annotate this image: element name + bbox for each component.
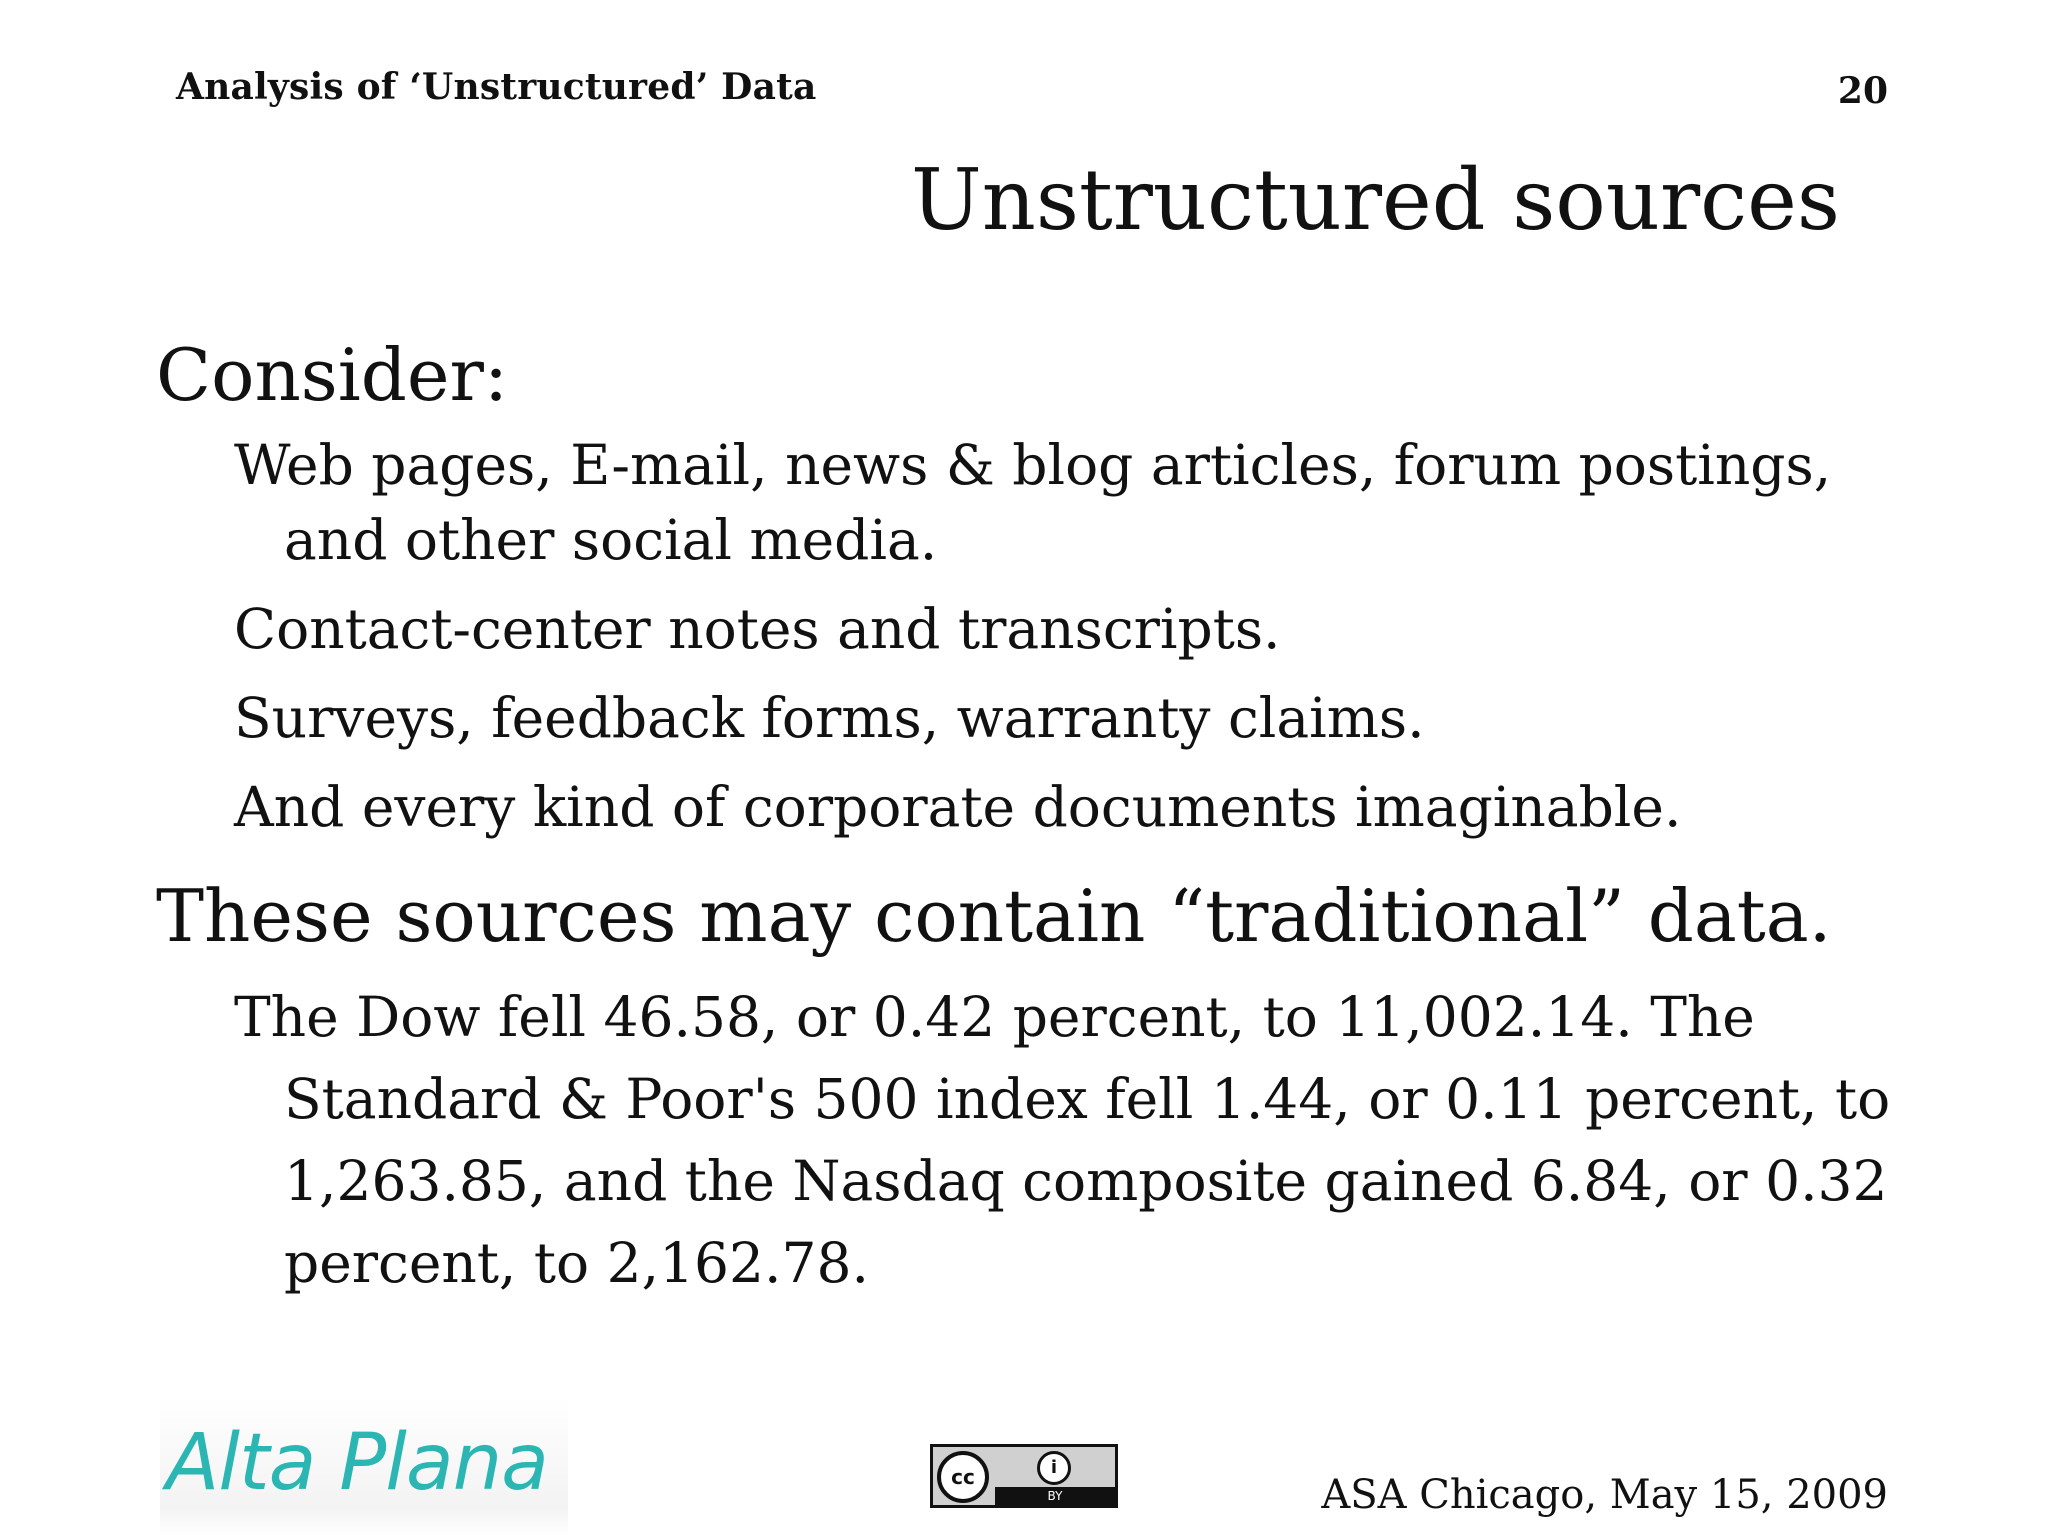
list-item: Surveys, feedback forms, warranty claims.	[234, 686, 1425, 751]
header-title: Analysis of ‘Unstructured’ Data	[176, 66, 817, 108]
page-number: 20	[1837, 70, 1888, 112]
cc-icon: cc	[937, 1451, 989, 1503]
list-item: Contact-center notes and transcripts.	[234, 597, 1281, 662]
list-item: Web pages, E-mail, news & blog articles, forum postings, and other social media.	[234, 433, 1832, 573]
attribution-icon: i	[1037, 1451, 1071, 1485]
by-label: BY	[995, 1487, 1115, 1505]
list-item: And every kind of corporate documents imaginable.	[234, 775, 1682, 840]
market-quote: The Dow fell 46.58, or 0.42 percent, to 11,002.14. The Standard & Poor's 500 index fell 1.44, or 0.11 percent, to 1,263.85, and the Nasdaq composite gained 6.84, or 0.32 percent, to 2,162.78.	[234, 984, 1891, 1295]
alta-plana-logo	[160, 1396, 568, 1536]
slide-content	[156, 332, 1916, 1304]
section-heading-consider: Consider:	[156, 333, 509, 417]
creative-commons-badge	[930, 1444, 1118, 1508]
footer-event: ASA Chicago, May 15, 2009	[1321, 1472, 1888, 1518]
logo-text: Alta Plana	[166, 1418, 548, 1508]
section-heading-traditional-data: These sources may contain “traditional” data.	[156, 874, 1832, 959]
slide-title: Unstructured sources	[910, 151, 1840, 249]
